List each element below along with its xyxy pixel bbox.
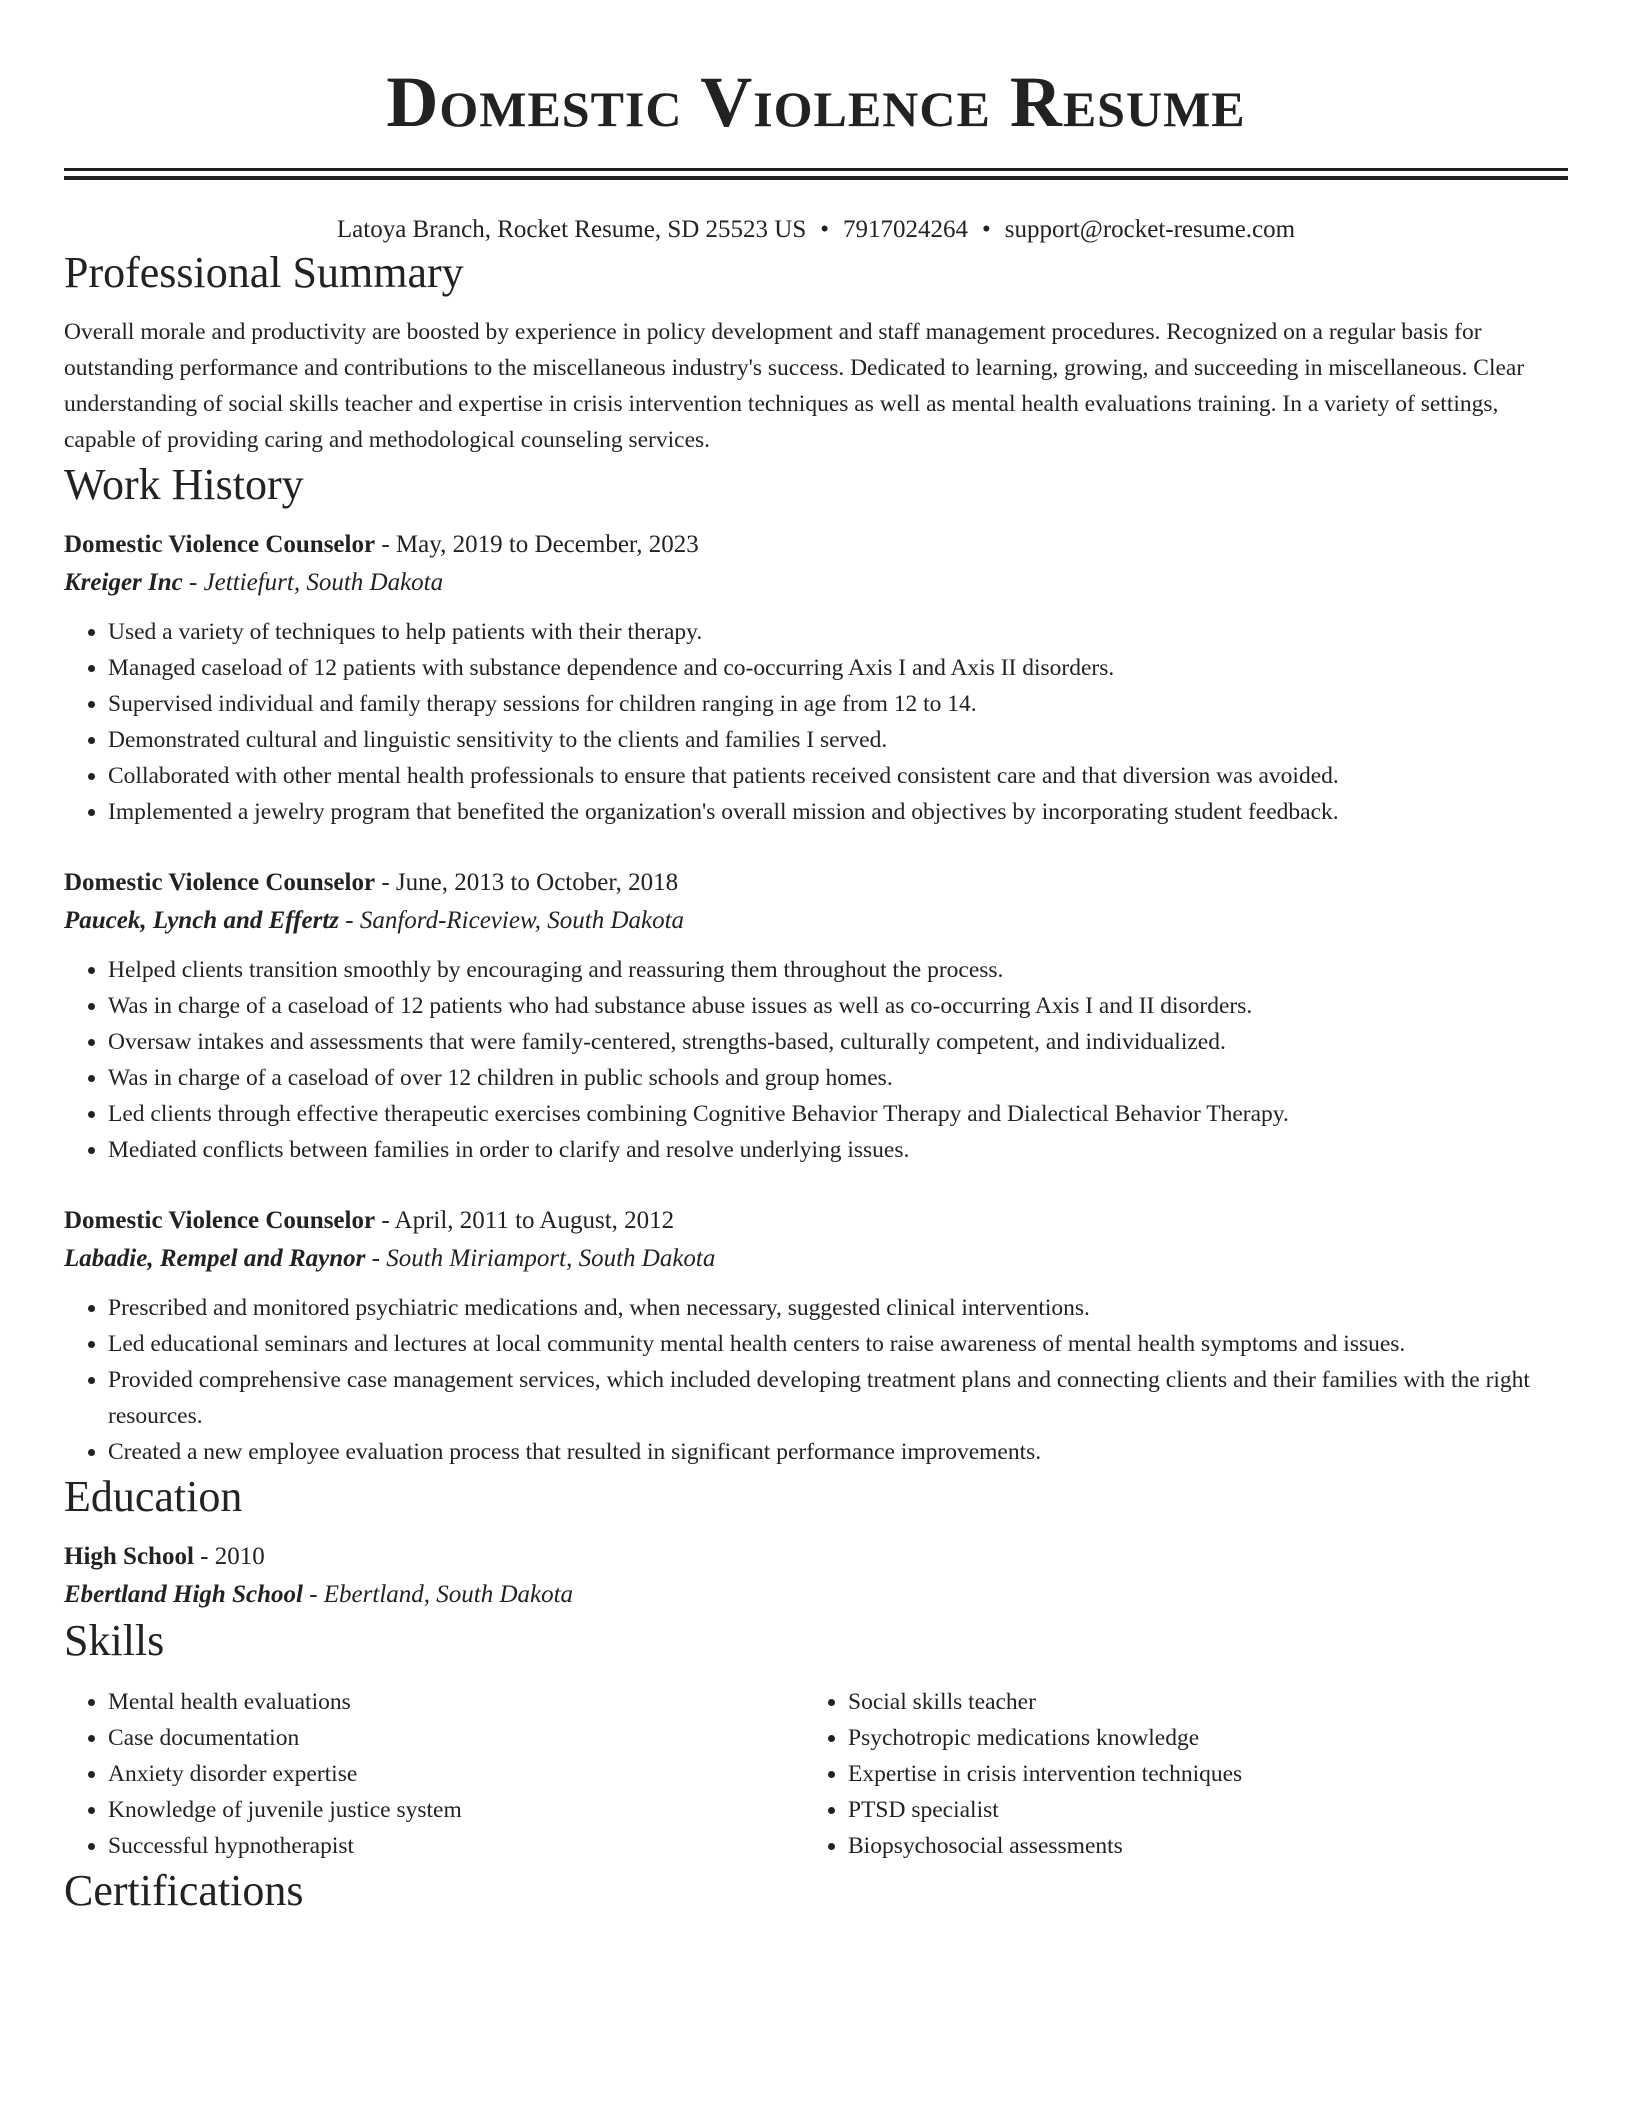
job-title: Domestic Violence Counselor: [64, 531, 376, 558]
job-dates: - April, 2011 to August, 2012: [375, 1207, 675, 1234]
job-entry: [64, 864, 1568, 1168]
skill-item: • Case documentation: [108, 1720, 804, 1756]
resume-title: Domestic Violence Resume: [386, 62, 1246, 142]
contact-email: support@rocket-resume.com: [1004, 216, 1296, 243]
contact-phone: 7917024264: [843, 216, 969, 243]
job-bullet: • Used a variety of techniques to help patients with their therapy.: [108, 614, 1568, 650]
employer-line: [64, 1240, 1568, 1278]
skills-heading: Skills: [64, 1616, 165, 1665]
school-location: - Ebertland, South Dakota: [302, 1581, 574, 1608]
job-title: Domestic Violence Counselor: [64, 869, 376, 896]
job-bullet: • Collaborated with other mental health professionals to ensure that patients received consistent care and that diversion was avoided.: [108, 758, 1568, 794]
job-entry: [64, 1202, 1568, 1470]
skills-left-column: [64, 1684, 804, 1864]
contact-line: [64, 214, 1568, 246]
job-title-line: [64, 1202, 1568, 1240]
employer-location: - Sanford-Riceview, South Dakota: [339, 907, 685, 934]
skills-columns: [64, 1684, 1568, 1864]
skill-item: • Mental health evaluations: [108, 1684, 804, 1720]
skill-item: • Anxiety disorder expertise: [108, 1756, 804, 1792]
skill-item: • Social skills teacher: [848, 1684, 1544, 1720]
job-bullet: • Oversaw intakes and assessments that were family-centered, strengths-based, culturally competent, and individualized.: [108, 1024, 1568, 1060]
employer-line: [64, 902, 1568, 940]
employer-name: Kreiger Inc: [64, 569, 183, 596]
job-bullet: • Was in charge of a caseload of 12 patients who had substance abuse issues as well as co-occurring Axis I and II disorders.: [108, 988, 1568, 1024]
graduation-year: - 2010: [193, 1543, 265, 1570]
job-bullet: • Led educational seminars and lectures at local community mental health centers to raise awareness of mental health symptoms and issues.: [108, 1326, 1568, 1362]
employer-location: - Jettiefurt, South Dakota: [182, 569, 444, 596]
job-bullet: • Led clients through effective therapeutic exercises combining Cognitive Behavior Therapy and Dialectical Behavior Therapy.: [108, 1096, 1568, 1132]
job-bullet: • Helped clients transition smoothly by encouraging and reassuring them throughout the process.: [108, 952, 1568, 988]
degree-line: [64, 1538, 1568, 1576]
skill-item: • PTSD specialist: [848, 1792, 1544, 1828]
skill-item: • Psychotropic medications knowledge: [848, 1720, 1544, 1756]
contact-address: Latoya Branch, Rocket Resume, SD 25523 US: [336, 216, 807, 243]
summary-heading: Professional Summary: [64, 248, 464, 297]
job-bullet: • Managed caseload of 12 patients with substance dependence and co-occurring Axis I and Axis II disorders.: [108, 650, 1568, 686]
summary-text: Overall morale and productivity are boosted by experience in policy development and staff management procedures. Recognized on a regular basis for outstanding performance and contributions to the miscellaneous industry's success. Dedicated to learning, growing, and succeeding in miscellaneous. Clear understanding of social skills teacher and expertise in crisis intervention techniques as well as mental health evaluations training. In a variety of settings, capable of providing caring and methodological counseling services.: [64, 319, 1525, 453]
job-title-line: [64, 526, 1568, 564]
contact-separator: •: [982, 216, 991, 243]
contact-separator: •: [820, 216, 830, 243]
school-line: [64, 1576, 1568, 1614]
skill-item: • Biopsychosocial assessments: [848, 1828, 1544, 1864]
skills-right-column: [804, 1684, 1544, 1864]
education-heading: Education: [64, 1472, 243, 1521]
work-history-heading: Work History: [64, 460, 304, 509]
job-bullet: • Mediated conflicts between families in order to clarify and resolve underlying issues.: [108, 1132, 1568, 1168]
job-bullet: • Supervised individual and family therapy sessions for children ranging in age from 12 to 14.: [108, 686, 1568, 722]
certifications-heading: Certifications: [64, 1866, 304, 1915]
job-bullet: • Prescribed and monitored psychiatric medications and, when necessary, suggested clinical interventions.: [108, 1290, 1568, 1326]
employer-name: Paucek, Lynch and Effertz: [64, 907, 339, 934]
job-bullet: • Created a new employee evaluation process that resulted in significant performance improvements.: [108, 1434, 1568, 1470]
job-title-line: [64, 864, 1568, 902]
degree: High School: [64, 1543, 194, 1570]
employer-location: - South Miriamport, South Dakota: [365, 1245, 716, 1272]
skill-item: • Expertise in crisis intervention techniques: [848, 1756, 1544, 1792]
job-bullets: [64, 614, 1568, 830]
education-entry: [64, 1538, 1568, 1614]
school-name: Ebertland High School: [64, 1581, 303, 1608]
job-bullets: [64, 952, 1568, 1168]
job-bullets: [64, 1290, 1568, 1470]
skill-item: • Successful hypnotherapist: [108, 1828, 804, 1864]
job-entry: [64, 526, 1568, 830]
job-bullet: • Implemented a jewelry program that benefited the organization's overall mission and objectives by incorporating student feedback.: [108, 794, 1568, 830]
job-dates: - May, 2019 to December, 2023: [375, 531, 699, 558]
job-bullet: • Was in charge of a caseload of over 12 children in public schools and group homes.: [108, 1060, 1568, 1096]
job-title: Domestic Violence Counselor: [64, 1207, 376, 1234]
employer-name: Labadie, Rempel and Raynor: [64, 1245, 366, 1272]
job-dates: - June, 2013 to October, 2018: [375, 869, 679, 896]
employer-line: [64, 564, 1568, 602]
job-bullet: • Demonstrated cultural and linguistic sensitivity to the clients and families I served.: [108, 722, 1568, 758]
title-double-rule: [64, 168, 1568, 180]
skill-item: • Knowledge of juvenile justice system: [108, 1792, 804, 1828]
job-bullet: • Provided comprehensive case management services, which included developing treatment plans and connecting clients and their families with the right resources.: [108, 1362, 1568, 1434]
